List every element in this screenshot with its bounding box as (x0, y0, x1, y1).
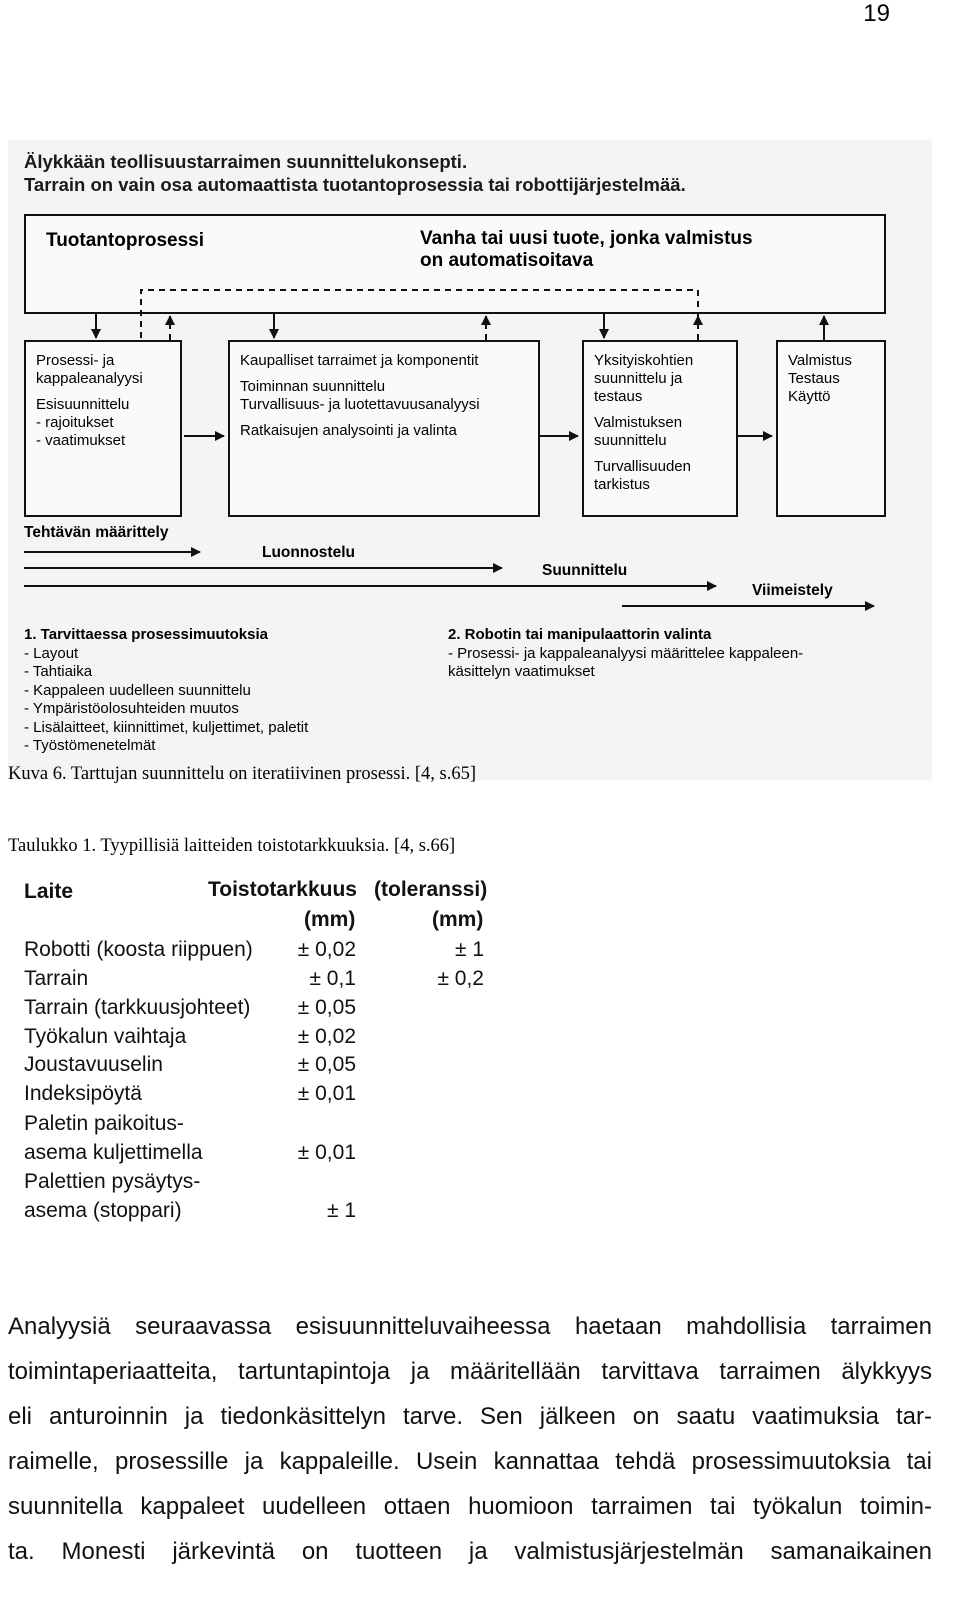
accuracy-value: ± 0,02 (297, 938, 356, 961)
header-tolerance-unit: (mm) (432, 908, 484, 931)
device-name: Robotti (koosta riippuen) (24, 938, 253, 961)
notes-item: - Layout (24, 644, 79, 662)
box-text: Ratkaisujen analysointi ja valinta (240, 422, 457, 439)
notes-item: - Työstömenetelmät (24, 737, 156, 754)
header-device: Laite (24, 880, 74, 903)
accuracy-value: ± 1 (326, 1199, 356, 1222)
device-name: Joustavuuselin (24, 1053, 163, 1076)
box-text: Prosessi- ja (36, 352, 115, 369)
notes-item: - Lisälaitteet, kiinnittimet, kuljettimet, paletit (24, 718, 309, 736)
box-text: Turvallisuuden (594, 458, 691, 475)
figure-caption: Kuva 6. Tarttujan suunnittelu on iteratiivinen prosessi. [4, s.65] (8, 764, 476, 784)
product-label-line: Vanha tai uusi tuote, jonka valmistus (420, 228, 753, 249)
box-text: testaus (594, 388, 643, 405)
table-row (24, 1025, 494, 1054)
table-row (24, 938, 494, 967)
header-accuracy-unit: (mm) (304, 908, 356, 931)
box-text: tarkistus (594, 476, 650, 493)
paragraph-line: Analyysiä seuraavassa esisuunnitteluvaiheessa haetaan mahdollisia tarraimen (8, 1313, 932, 1340)
box-text: Käyttö (788, 388, 831, 405)
table-row (24, 996, 494, 1025)
figure-title-line: Tarrain on vain osa automaattista tuotantoprosessia tai robottijärjestelmää. (24, 174, 686, 195)
notes-item: - Prosessi- ja kappaleanalyysi määrittelee kappaleen- (448, 644, 804, 662)
notes-robot-selection (448, 626, 803, 682)
box-text: Kaupalliset tarraimet ja komponentit (240, 352, 479, 369)
box-text: Valmistus (788, 352, 852, 369)
device-name: Paletin paikoitus- (24, 1112, 184, 1135)
accuracy-value: ± 0,01 (297, 1082, 356, 1105)
notes-process-changes (24, 626, 308, 756)
table-row (24, 1082, 494, 1111)
box-text: Yksityiskohtien (594, 352, 694, 369)
device-name: Tarrain (tarkkuusjohteet) (24, 996, 251, 1019)
body-paragraph (8, 1304, 932, 1574)
notes-item: - Kappaleen uudelleen suunnittelu (24, 681, 251, 699)
device-name: Tarrain (24, 967, 89, 990)
page-number: 19 (863, 0, 890, 27)
design-concept-figure (8, 140, 932, 780)
table-caption: Taulukko 1. Tyypillisiä laitteiden toistotarkkuuksia. [4, s.66] (8, 836, 456, 856)
accuracy-value: ± 0,05 (297, 996, 356, 1019)
dashed-feedback-line (141, 290, 698, 338)
box-text: Toiminnan suunnittelu (240, 378, 386, 395)
device-name: asema (stoppari) (24, 1199, 182, 1222)
device-name: asema kuljettimella (24, 1141, 203, 1164)
table-row (24, 1053, 494, 1082)
product-label-line: on automatisoitava (420, 250, 594, 271)
table-row (24, 967, 494, 996)
notes-heading: 2. Robotin tai manipulaattorin valinta (448, 626, 712, 643)
tolerance-value: ± 0,2 (437, 967, 484, 990)
table-row (24, 1170, 494, 1199)
box-text: Testaus (788, 370, 840, 387)
paragraph-line: raimelle, prosessille ja kappaleille. Usein kannattaa tehdä prosessimuutoksia tai (8, 1448, 932, 1475)
notes-item: käsittelyn vaatimukset (448, 663, 595, 680)
stage-label: Suunnittelu (542, 562, 628, 579)
paragraph-line: toimintaperiaatteita, tartuntapintoja ja määritellään tarvittava tarraimen älykkyys (8, 1358, 932, 1385)
figure-title-line: Älykkään teollisuustarraimen suunnittelukonsepti. (24, 151, 468, 172)
box-text: - vaatimukset (36, 432, 126, 449)
device-name: Palettien pysäytys- (24, 1170, 201, 1193)
notes-item: - Ympäristöolosuhteiden muutos (24, 700, 239, 717)
paragraph-line: eli anturoinnin ja tiedonkäsittelyn tarve. Sen jälkeen on saatu vaatimuksia tar- (8, 1403, 932, 1430)
box-text: Turvallisuus- ja luotettavuusanalyysi (240, 396, 480, 413)
stage-label: Viimeistely (752, 582, 833, 599)
device-name: Indeksipöytä (24, 1082, 142, 1105)
table-row (24, 1199, 494, 1228)
notes-heading: 1. Tarvittaessa prosessimuutoksia (24, 626, 268, 643)
accuracy-value: ± 0,02 (297, 1025, 356, 1048)
accuracy-value: ± 0,01 (297, 1141, 356, 1164)
device-name: Työkalun vaihtaja (24, 1025, 187, 1048)
paragraph-line: suunnitella kappaleet uudelleen ottaen huomioon tarraimen tai työkalun toimin- (8, 1493, 932, 1520)
box-text: kappaleanalyysi (36, 370, 143, 387)
box-text: suunnittelu (594, 432, 667, 449)
tolerance-value: ± 1 (454, 938, 484, 961)
box-text: Valmistuksen (594, 414, 683, 431)
header-accuracy: Toistotarkkuus (208, 878, 357, 901)
box-text: - rajoitukset (36, 414, 114, 431)
table-row (24, 1141, 494, 1170)
box-text: suunnittelu ja (594, 370, 683, 387)
production-process-label: Tuotantoprosessi (46, 230, 204, 251)
stage-label: Luonnostelu (262, 544, 355, 561)
notes-item: - Tahtiaika (24, 663, 93, 680)
box-text: Esisuunnittelu (36, 396, 130, 413)
paragraph-line: ta. Monesti järkevintä on tuotteen ja valmistusjärjestelmän samanaikainen (8, 1538, 932, 1565)
stage-label: Tehtävän määrittely (24, 524, 169, 541)
accuracy-value: ± 0,1 (309, 967, 356, 990)
header-tolerance: (toleranssi) (374, 878, 488, 901)
accuracy-value: ± 0,05 (297, 1053, 356, 1076)
table-row (24, 1112, 494, 1141)
